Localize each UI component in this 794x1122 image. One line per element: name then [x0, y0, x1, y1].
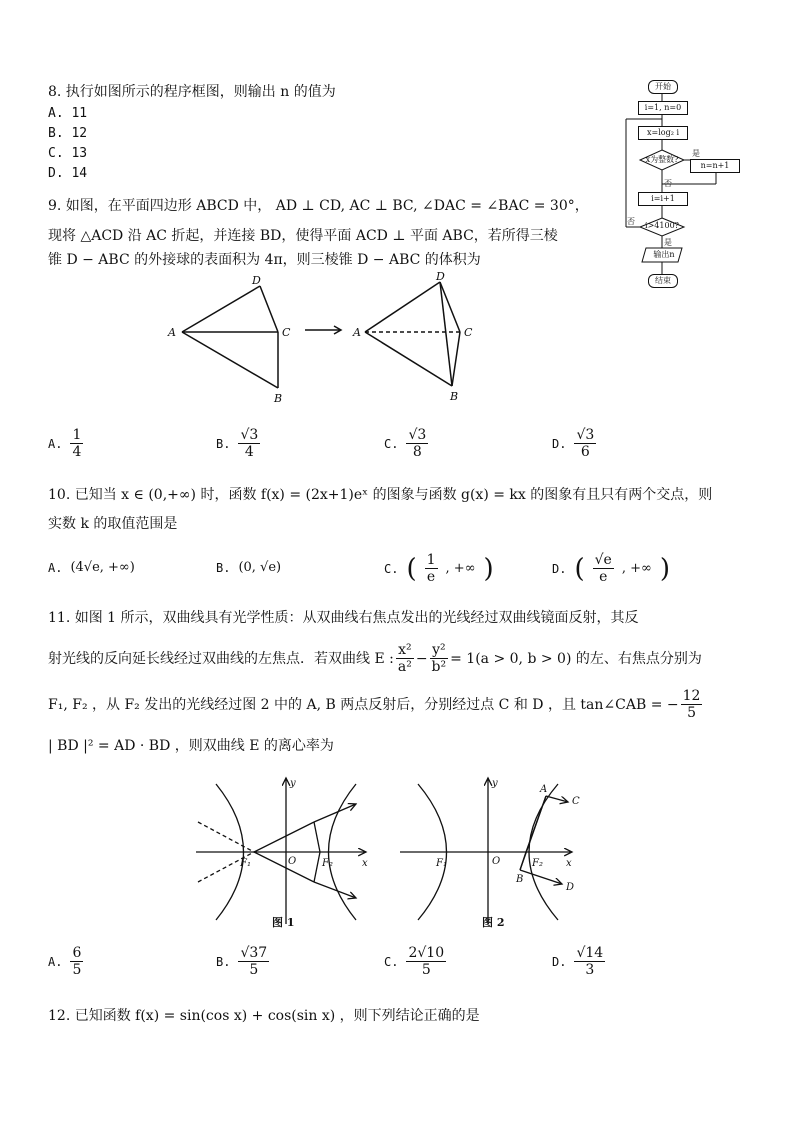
q9-line2: 现将 △ACD 沿 AC 折起，并连接 BD，使得平面 ACD ⊥ 平面 ABC，若所得三棱 — [48, 228, 558, 244]
q9-line3: 锥 D − ABC 的外接球的表面积为 4π，则三棱锥 D − ABC 的体积为 — [48, 252, 481, 268]
q10-line1: 10. 已知当 x ∈ (0,+∞) 时，函数 f(x) = (2x+1)eˣ 的图象与函数 g(x) = kx 的图象有且只有两个交点，则 — [48, 487, 713, 503]
flowchart-assign: x=log₂ i — [638, 126, 688, 140]
q9-fig1-label-b: B — [274, 392, 283, 405]
q9-option-d-frac: $\frac{√3}{6}$ — [576, 427, 595, 460]
q11-option-d: D. $\frac{√14}{3}$ — [552, 945, 604, 978]
q9-fig2-label-c: C — [464, 326, 473, 339]
flowchart-start: 开始 — [648, 80, 678, 94]
q9-figure — [160, 270, 490, 410]
q11-frac-y: $\frac{\text{y²}}{\text{b²}}$ — [431, 642, 447, 675]
q11-option-b: B. $\frac{√37}{5}$ — [216, 945, 268, 978]
q11-option-a-frac: $\frac{6}{5}$ — [72, 945, 82, 978]
q11-line3: F₁, F₂ ，从 F₂ 发出的光线经过图 2 中的 A, B 两点反射后，分别经过点 C 和 D ，且 tan∠CAB = − $\frac{12}{5}$ — [48, 688, 701, 721]
q9-fig2-label-d: D — [436, 270, 445, 283]
q11-fig2-label-o: O — [492, 856, 501, 867]
q11-fig2-caption: 图 2 — [482, 916, 505, 929]
q11-fig1-label-x: x — [362, 858, 368, 869]
q9-fig1-edge-ab — [182, 332, 278, 388]
q10-option-a: A. (4√e, +∞) — [48, 560, 135, 575]
q8-option-c: C. 13 — [48, 146, 88, 161]
q8-stem: 8. 执行如图所示的程序框图，则输出 n 的值为 — [48, 84, 336, 100]
q9-fig2-edge-cb — [452, 332, 460, 386]
q9-fig1-edge-dc — [260, 286, 278, 332]
q9-option-a: A. $\frac{1}{4}$ — [48, 427, 82, 460]
flowchart-yes2: 是 — [664, 238, 672, 247]
q10-option-b: B. (0, √e) — [216, 560, 282, 575]
q11-fig1-label-f1: F₁ — [240, 858, 251, 869]
flowchart — [618, 78, 748, 293]
q10-line2: 实数 k 的取值范围是 — [48, 516, 178, 532]
q11-fig2-label-c: C — [572, 796, 580, 807]
flowchart-inc-i: i=i+1 — [638, 192, 688, 206]
q11-fig2-ray-bd — [520, 870, 562, 884]
q11-fig2-label-y: y — [492, 778, 498, 789]
q11-fig2-label-b: B — [516, 874, 524, 885]
q9-fig1-label-d: D — [252, 274, 261, 287]
q11-fig2-label-f1: F₁ — [436, 858, 447, 869]
q11-fig1-label-y: y — [290, 778, 296, 789]
q11-fig2-label-f2: F₂ — [532, 858, 543, 869]
q9-fig1-label-a: A — [168, 326, 176, 339]
q9-option-d: D. $\frac{√3}{6}$ — [552, 427, 595, 460]
q11-line2: 射光线的反向延长线经过双曲线的左焦点．若双曲线 E : $\frac{\text{x²}}{\text{a²}}$ − $\frac{\text{y²}}{\text{b²}}$ = 1(a > 0, b > 0) 的左、右焦点分别为 — [48, 642, 702, 675]
q11-figure1 — [196, 774, 376, 934]
q11-fig2-label-d: D — [566, 882, 575, 893]
q9-fig1-label-c: C — [282, 326, 291, 339]
q11-option-c-frac: $\frac{2√10}{5}$ — [408, 945, 445, 978]
q11-frac-x: $\frac{\text{x²}}{\text{a²}}$ — [397, 642, 412, 675]
q9-fig1-edge-ad — [182, 286, 260, 332]
q9-option-c-frac: $\frac{√3}{8}$ — [408, 427, 427, 460]
flowchart-no1: 否 — [664, 179, 672, 188]
q9-fig2-edge-ad — [365, 282, 440, 332]
q8-option-b: B. 12 — [48, 126, 88, 141]
q11-fig2-label-a: A — [540, 784, 548, 795]
q11-fig1-emit-2 — [314, 852, 320, 882]
q11-tan-frac: $\frac{12}{5}$ — [682, 688, 701, 721]
q9-option-b: B. $\frac{√3}{4}$ — [216, 427, 259, 460]
q9-fig2-label-a: A — [353, 326, 361, 339]
q11-option-d-frac: $\frac{√14}{3}$ — [576, 945, 604, 978]
q11-option-c: C. $\frac{2√10}{5}$ — [384, 945, 445, 978]
q9-line1: 9. 如图，在平面四边形 ABCD 中， AD ⊥ CD, AC ⊥ BC, ∠DAC = ∠BAC = 30°， — [48, 198, 589, 214]
q10-option-d-frac: $\frac{√e}{e}$ — [594, 552, 612, 585]
q11-fig1-label-o: O — [288, 856, 297, 867]
flowchart-yes1: 是 — [692, 149, 700, 158]
q8-option-d: D. 14 — [48, 166, 88, 181]
q12-stem: 12. 已知函数 f(x) = sin(cos x) + cos(sin x) ，则下列结论正确的是 — [48, 1008, 480, 1024]
q11-option-b-frac: $\frac{√37}{5}$ — [240, 945, 268, 978]
q10-option-d: D. ( $\frac{√e}{e}$ , +∞ ) — [552, 552, 670, 585]
q11-fig1-ray-2 — [254, 852, 314, 882]
q8-option-a: A. 11 — [48, 106, 88, 121]
q11-fig1-dash-1 — [198, 822, 254, 852]
q11-line1: 11. 如图 1 所示，双曲线具有光学性质：从双曲线右焦点发出的光线经过双曲线镜面反射，其反 — [48, 610, 639, 626]
q10-option-c: C. ( $\frac{1}{e}$ , +∞ ) — [384, 552, 494, 585]
flowchart-no2: 否 — [627, 217, 635, 226]
q11-fig2-label-x: x — [566, 858, 572, 869]
q10-option-c-frac: $\frac{1}{e}$ — [426, 552, 436, 585]
flowchart-end: 结束 — [648, 274, 678, 288]
q9-option-c: C. $\frac{√3}{8}$ — [384, 427, 427, 460]
q11-fig1-label-f2: F₂ — [322, 858, 333, 869]
flowchart-decision2: i>4100? — [645, 221, 679, 230]
flowchart-output: 输出n — [653, 250, 675, 259]
q11-fig1-emit-1 — [314, 822, 320, 852]
q9-option-a-frac: $\frac{1}{4}$ — [72, 427, 82, 460]
flowchart-inc-n: n=n+1 — [690, 159, 740, 173]
q9-option-b-frac: $\frac{√3}{4}$ — [240, 427, 259, 460]
q11-line4: | BD |² = AD · BD ，则双曲线 E 的离心率为 — [48, 738, 334, 754]
q11-fig1-ray-1 — [254, 822, 314, 852]
q9-fig2-edge-ab — [365, 332, 452, 386]
q11-fig1-caption: 图 1 — [272, 916, 295, 929]
flowchart-decision1: x为整数? — [645, 155, 679, 164]
flowchart-init: i=1, n=0 — [638, 101, 688, 115]
q11-fig2-ray-ac — [546, 796, 568, 802]
q11-option-a: A. $\frac{6}{5}$ — [48, 945, 82, 978]
q11-figure2 — [400, 774, 580, 934]
q9-fig2-label-b: B — [450, 390, 459, 403]
